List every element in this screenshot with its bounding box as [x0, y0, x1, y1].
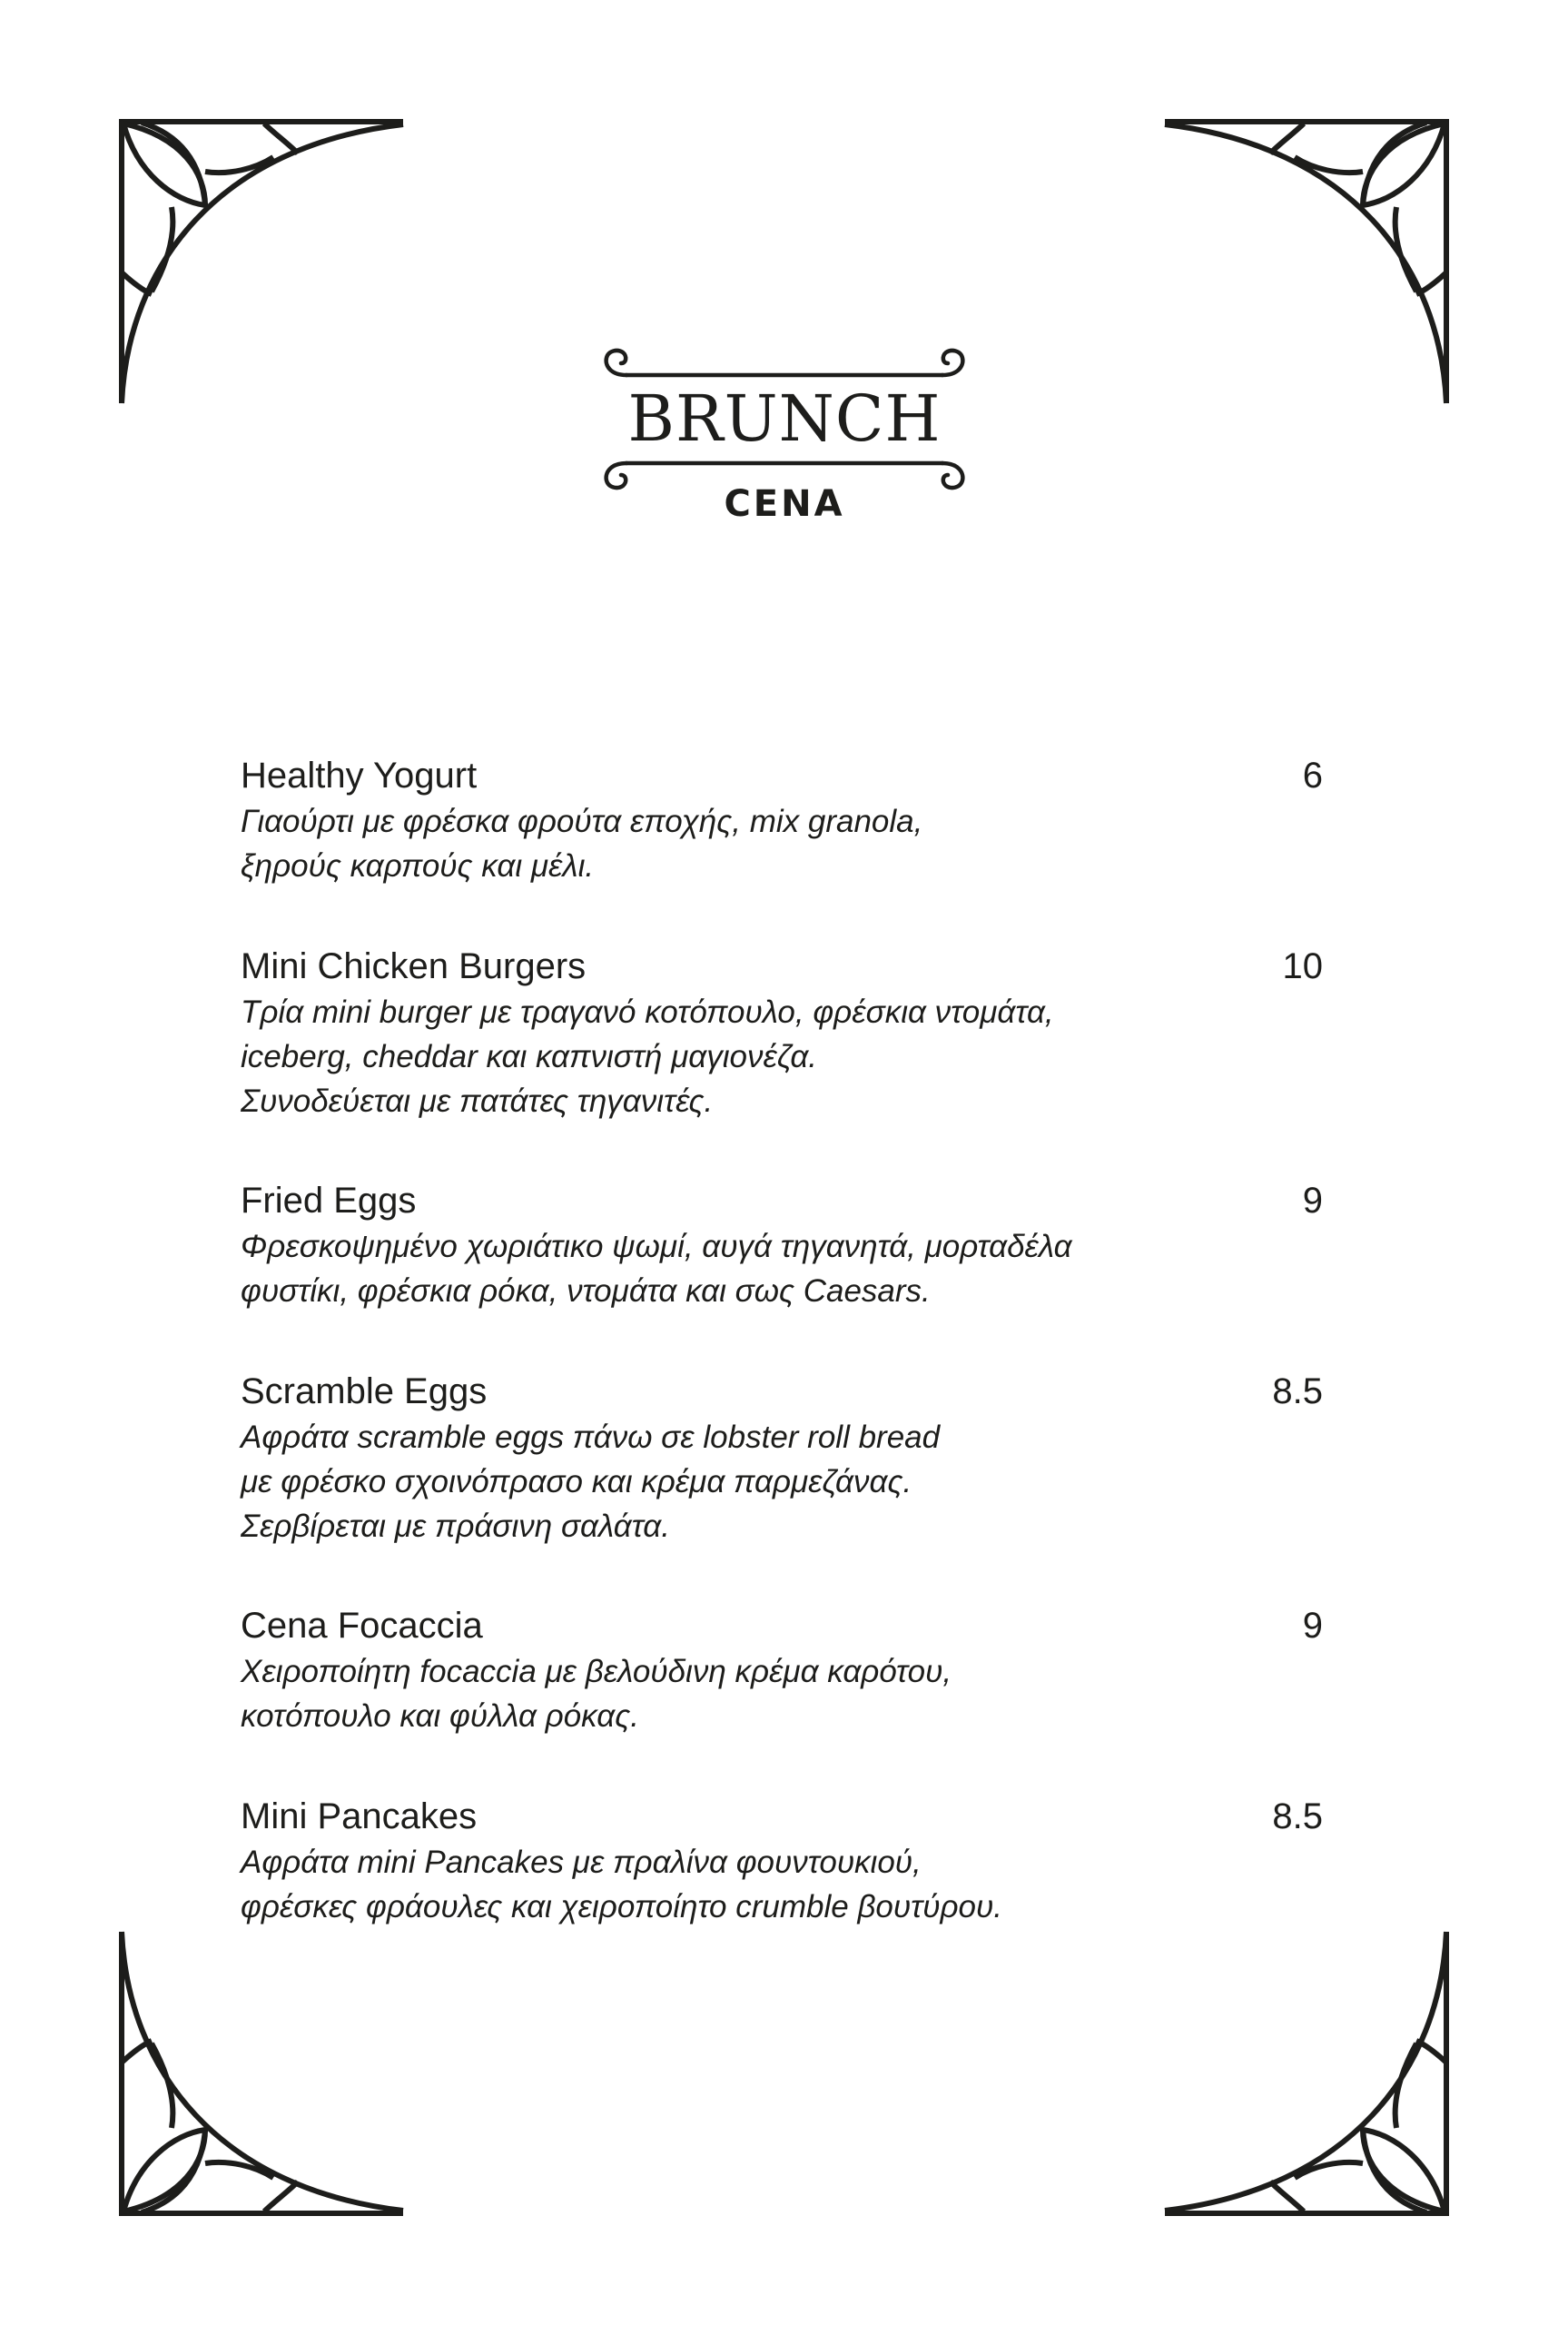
menu-item: [241, 1793, 1323, 1984]
item-name: Scramble Eggs: [241, 1371, 488, 1411]
corner-ornament-top-left: [119, 119, 409, 410]
item-name: Fried Eggs: [241, 1181, 417, 1221]
menu-item: [241, 752, 1323, 943]
item-description: Γιαούρτι με φρέσκα φρούτα εποχής, mix granola, ξηρούς καρπούς και μέλι.: [241, 804, 923, 884]
item-price: 8.5: [1272, 1371, 1323, 1411]
item-price: 9: [1302, 1181, 1323, 1221]
item-price: 8.5: [1272, 1796, 1323, 1836]
item-name: Healthy Yogurt: [241, 756, 478, 796]
item-name: Mini Chicken Burgers: [241, 946, 587, 986]
item-price: 10: [1282, 946, 1323, 986]
item-description: Τρία mini burger με τραγανό κοτόπουλο, φρέσκια ντομάτα, iceberg, cheddar και καπνιστή μαγιονέζα. Συνοδεύεται με πατάτες τηγανιτές.: [241, 994, 1054, 1119]
art-deco-corner-icon: [1159, 119, 1449, 410]
item-description: Αφράτα scramble eggs πάνω σε lobster roll bread με φρέσκο σχοινόπρασο και κρέμα παρμεζάνας. Σερβίρεται με πράσινη σαλάτα.: [241, 1420, 941, 1544]
scroll-divider-top-icon: [599, 343, 970, 380]
menu-title: BRUNCH: [627, 381, 942, 456]
item-price: 6: [1302, 756, 1323, 796]
item-description: Αφράτα mini Pancakes με πραλίνα φουντουκιού, φρέσκες φράουλες και χειροποίητο crumble βουτύρου.: [241, 1845, 1002, 1924]
item-description: Φρεσκοψημένο χωριάτικο ψωμί, αυγά τηγανητά, μορταδέλα φυστίκι, φρέσκια ρόκα, ντομάτα και σως Caesars.: [241, 1229, 1072, 1309]
item-price: 9: [1302, 1606, 1323, 1646]
brand-logo: CENA: [724, 483, 845, 525]
menu-list: [241, 752, 1323, 1984]
item-name: Mini Pancakes: [241, 1796, 478, 1836]
menu-header: [599, 343, 970, 534]
art-deco-corner-icon: [119, 119, 409, 410]
item-description: Χειροποίητη focaccia με βελούδινη κρέμα καρότου, κοτόπουλο και φύλλα ρόκας.: [241, 1654, 952, 1734]
menu-item: [241, 1177, 1323, 1368]
menu-item: [241, 1368, 1323, 1602]
menu-item: [241, 1602, 1323, 1793]
menu-item: [241, 943, 1323, 1177]
item-name: Cena Focaccia: [241, 1606, 483, 1646]
corner-ornament-top-right: [1159, 119, 1449, 410]
